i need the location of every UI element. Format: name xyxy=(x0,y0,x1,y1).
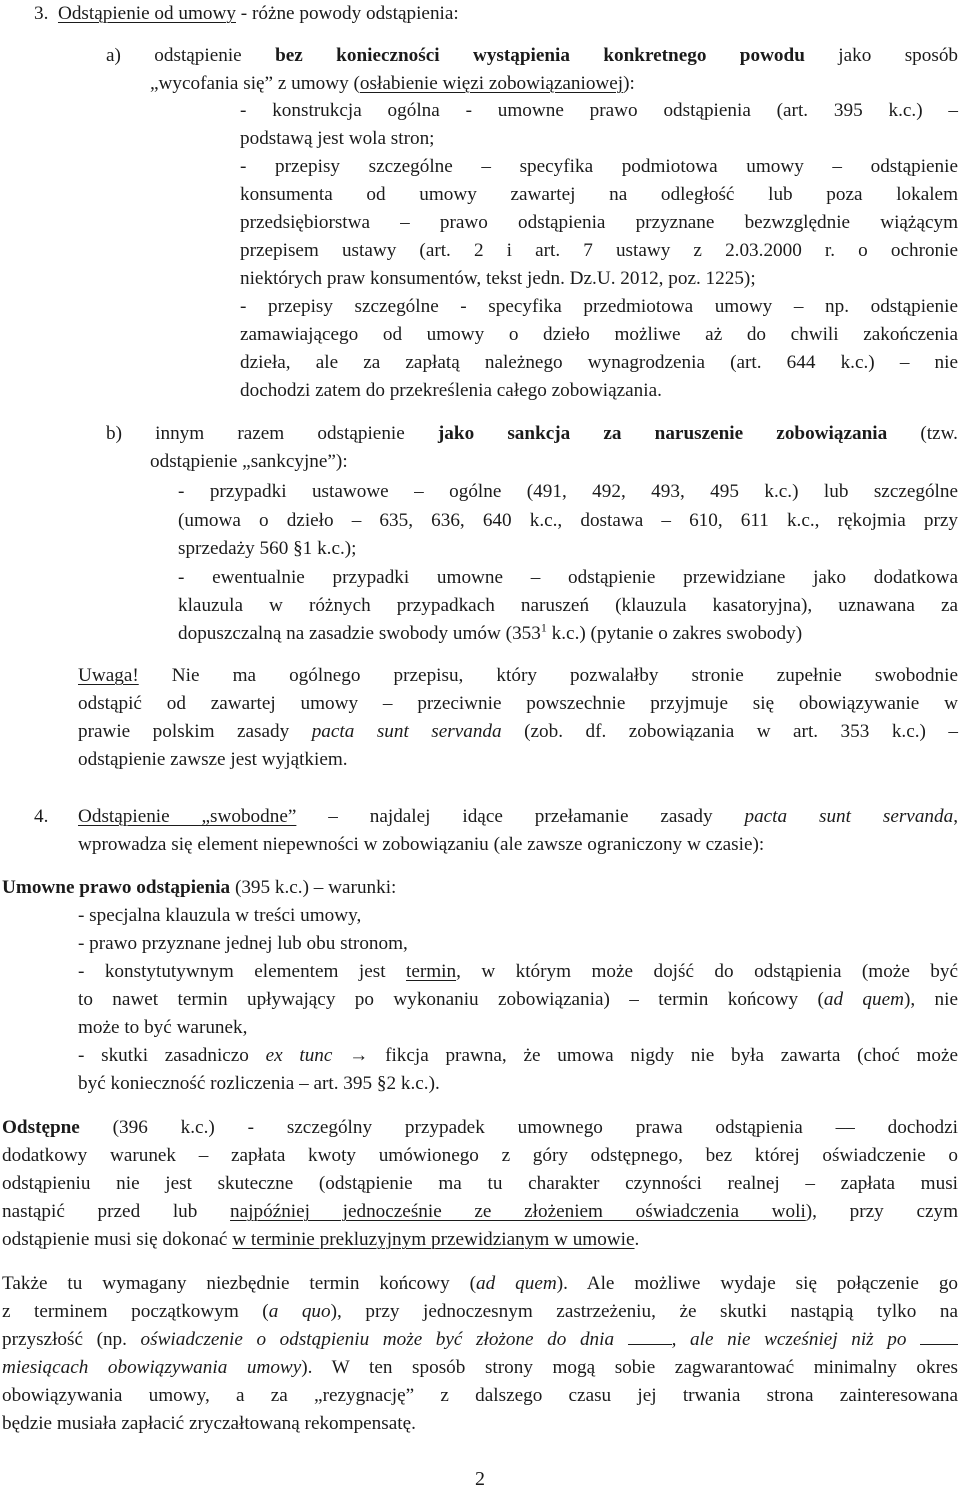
takze-line: przyszłość (np. oświadczenie o odstąpieniu może być złożone do dnia , ale nie wcześniej niż po xyxy=(2,1326,958,1353)
uwaga-line: odstąpić od zawartej umowy – przeciwnie powszechnie przyjmuje się obowiązywanie w xyxy=(78,693,958,714)
point-b-line: b) innym razem odstąpienie jako sankcja za naruszenie zobowiązania (tzw. xyxy=(106,423,958,444)
point-b-line: klauzula w różnych przypadkach naruszeń (klauzula kasatoryjna), uznawana za xyxy=(178,595,958,616)
page-number: 2 xyxy=(475,1468,485,1490)
point-b-line: - ewentualnie przypadki umowne – odstąpienie przewidziane jako dodatkowa xyxy=(178,567,958,588)
uwaga-line: Uwaga! Nie ma ogólnego przepisu, który pozwalałby stronie zupełnie swobodnie xyxy=(78,665,958,686)
point-a-line: „wycofania się” z umowy (osłabienie więzi zobowiązaniowej): xyxy=(150,73,635,94)
section-title: Odstąpienie od umowy xyxy=(57,3,236,24)
point-a-line: - przepisy szczególne - specyfika przedmiotowa umowy – np. odstąpienie xyxy=(240,296,958,317)
point-b-line: sprzedaży 560 §1 k.c.); xyxy=(178,538,357,559)
section-title: Odstąpienie „swobodne” xyxy=(78,806,297,827)
point-a-line: podstawą jest wola stron; xyxy=(240,128,435,149)
point-a-line: zamawiającego od umowy o dzieło możliwe aż do chwili zakończenia xyxy=(240,324,958,345)
umowne-item: - specjalna klauzula w treści umowy, xyxy=(78,905,362,926)
point-a-line: przepisem ustawy (art. 2 i art. 7 ustawy z 2.03.2000 r. o ochronie xyxy=(240,240,958,261)
takze-line: Także tu wymagany niezbędnie termin końcowy (ad quem). Ale możliwe wydaje się połączenie go xyxy=(2,1273,959,1294)
section-4-number: 4. xyxy=(34,806,49,827)
point-a-line: a) odstąpienie bez konieczności wystąpienia konkretnego powodu jako sposób xyxy=(106,45,958,66)
point-a-line: niektórych praw konsumentów, tekst jedn. Dz.U. 2012, poz. 1225); xyxy=(240,268,756,289)
takze-line: z terminem początkowym (a quo), przy jednoczesnym zastrzeżeniu, że skutki nastąpią tylko na xyxy=(2,1301,958,1322)
takze-line: będzie musiała zapłacić zryczałtowaną rekompensatę. xyxy=(2,1413,416,1434)
blank-field xyxy=(628,1330,672,1345)
umowne-item: - skutki zasadniczo ex tunc → fikcja prawna, że umowa nigdy nie była zawarta (choć może xyxy=(78,1045,958,1066)
point-a-line: dzieła, ale za zapłatą należnego wynagrodzenia (art. 644 k.c.) – nie xyxy=(240,352,958,373)
blank-field xyxy=(920,1330,958,1345)
umowne-item: może to być warunek, xyxy=(78,1017,248,1038)
point-a-line: - przepisy szczególne – specyfika podmiotowa umowy – odstąpienie xyxy=(240,156,958,177)
odstepne-line: nastąpić przed lub najpóźniej jednocześnie ze złożeniem oświadczenia woli), przy czym xyxy=(2,1201,958,1222)
point-b-line: odstąpienie „sankcyjne”): xyxy=(150,451,348,472)
section-3-heading: 3. Odstąpienie od umowy - różne powody odstąpienia: xyxy=(34,3,459,24)
odstepne-line: dodatkowy warunek – zapłata kwoty umówionego z góry odstępnego, bez której oświadczenie o xyxy=(2,1145,958,1166)
point-a-line: - konstrukcja ogólna - umowne prawo odstąpienia (art. 395 k.c.) – xyxy=(240,100,958,121)
point-a-line: dochodzi zatem do przekreślenia całego zobowiązania. xyxy=(240,380,662,401)
section-4-heading: Odstąpienie „swobodne” – najdalej idące przełamanie zasady pacta sunt servanda, xyxy=(78,806,958,827)
uwaga-line: prawie polskim zasady pacta sunt servanda (zob. df. zobowiązania w art. 353 k.c.) – xyxy=(78,721,958,742)
point-a-line: przedsiębiorstwa – prawo odstąpienia przyznane bezwzględnie wiążącym xyxy=(240,212,958,233)
odstepne-line: odstąpieniu nie jest skuteczne (odstąpienie ma tu charakter czynności realnej – zapłata musi xyxy=(2,1173,958,1194)
point-b-line: - przypadki ustawowe – ogólne (491, 492, 493, 495 k.c.) lub szczególne xyxy=(178,481,958,502)
point-a-line: konsumenta od umowy zawartej na odległość lub poza lokalem xyxy=(240,184,958,205)
odstepne-line: odstąpienie musi się dokonać w terminie prekluzyjnym przewidzianym w umowie. xyxy=(2,1229,640,1250)
point-b-line: (umowa o dzieło – 635, 636, 640 k.c., dostawa – 610, 611 k.c., rękojmia przy xyxy=(178,510,958,531)
odstepne-line: Odstępne (396 k.c.) - szczególny przypadek umownego prawa odstąpienia –– dochodzi xyxy=(2,1117,958,1138)
point-b-line: dopuszczalną na zasadzie swobody umów ($353^1$ k.c.) (pytanie o zakres swobody) xyxy=(178,620,803,644)
uwaga-line: odstąpienie zawsze jest wyjątkiem. xyxy=(78,749,348,770)
umowne-item: - prawo przyznane jednej lub obu stronom, xyxy=(78,933,408,954)
section-number: 3. xyxy=(34,3,49,24)
umowne-heading: Umowne prawo odstąpienia (395 k.c.) – warunki: xyxy=(2,877,397,898)
takze-line: miesiącach obowiązywania umowy). W ten sposób strony mogą sobie zagwarantować minimalny okres xyxy=(2,1357,958,1378)
umowne-item: to nawet termin upływający po wykonaniu zobowiązania) – termin końcowy (ad quem), nie xyxy=(78,989,958,1010)
umowne-item: być konieczność rozliczenia – art. 395 §2 k.c.). xyxy=(78,1073,440,1094)
takze-line: obowiązywania umowy, a za „rezygnację” z dalszego czasu jej trwania strona zainteresowana xyxy=(2,1385,958,1406)
arrow-icon: → xyxy=(332,1045,386,1066)
umowne-item: - konstytutywnym elementem jest termin, w którym może dojść do odstąpienia (może być xyxy=(78,961,958,982)
uwaga-label: Uwaga! xyxy=(78,665,139,686)
section-4-line: wprowadza się element niepewności w zobowiązaniu (ale zawsze ograniczony w czasie): xyxy=(78,834,765,855)
